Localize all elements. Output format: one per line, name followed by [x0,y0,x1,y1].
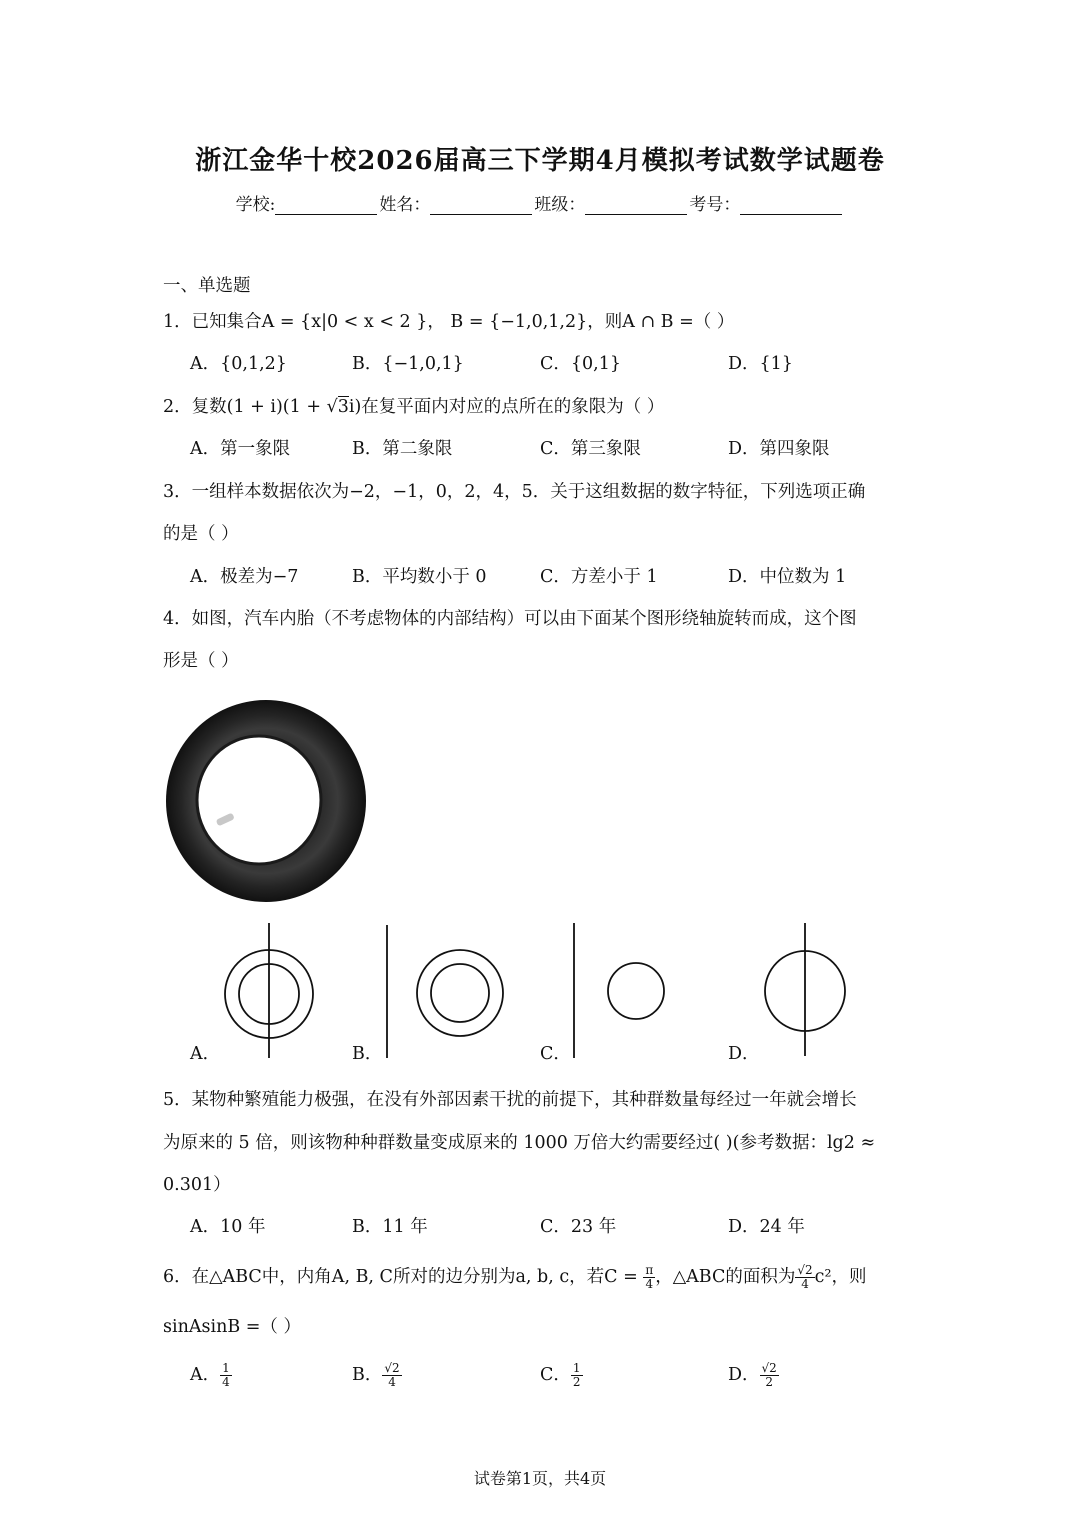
fraction-numerator: 1 [572,1361,581,1375]
q6-stem-part-b: ，△ABC的面积为 [655,1267,796,1287]
exam-number-blank[interactable] [740,196,842,215]
q1-option-d[interactable]: D．{1} [728,354,793,374]
q5-option-a[interactable]: A．10 年 [190,1217,266,1237]
q1-option-c[interactable]: C．{0,1} [540,354,621,374]
q6-stem-part-c: c²，则 [814,1267,867,1287]
q2-stem [163,395,664,419]
q6-stem-line2: sinAsinB =（ ） [163,1317,301,1337]
q6-option-c-fraction [571,1362,583,1389]
q5-option-c[interactable]: C．23 年 [540,1217,617,1237]
fraction-denominator: 4 [222,1375,230,1389]
q6-option-a[interactable] [190,1362,232,1389]
q6-option-a-label: A． [190,1365,221,1385]
class-label: 班级： [534,195,586,215]
q6-stem-line1 [163,1264,866,1291]
q5-option-b[interactable]: B．11 年 [352,1217,428,1237]
q6-area-denominator: 4 [801,1277,809,1291]
q6-option-d[interactable] [728,1362,779,1389]
q5-option-d[interactable]: D．24 年 [728,1217,805,1237]
q2-stem-part-a: 2．复数(1 + i)(1 + [163,397,327,417]
fraction-numerator: √2 [761,1361,777,1375]
figure-a-icon [225,923,313,1058]
q4-option-a[interactable]: A． [190,1044,221,1064]
school-blank[interactable] [275,196,377,215]
fraction-denominator: 4 [388,1375,396,1389]
page-footer: 试卷第1页，共4页 [473,1469,607,1488]
q6-option-d-fraction [760,1362,779,1389]
q5-stem-line1: 5．某物种繁殖能力极强，在没有外部因素干扰的前提下，其种群数量每经过一年就会增长 [163,1090,857,1110]
page-title: 浙江金华十校2026届高三下学期4月模拟考试数学试题卷 [195,146,885,176]
name-label: 姓名： [379,195,431,215]
q3-option-c[interactable]: C．方差小于 1 [540,567,658,587]
q6-angle-fraction [643,1264,655,1291]
q4-option-c[interactable]: C． [540,1044,571,1064]
q6-angle-denominator: 4 [645,1277,654,1291]
q1-option-a[interactable]: A．{0,1,2} [190,354,287,374]
q5-stem-line3: 0.301） [163,1175,231,1195]
q2-stem-part-b: i)在复平面内对应的点所在的象限为（ ） [348,397,665,417]
q6-angle-numerator: π [645,1263,654,1277]
name-blank[interactable] [430,196,532,215]
q3-stem-line2: 的是（ ） [163,524,239,544]
exam-number-label: 考号： [689,195,741,215]
q6-option-b-fraction [382,1362,401,1389]
q6-area-numerator: √2 [797,1263,813,1277]
q3-option-d[interactable]: D．中位数为 1 [728,567,847,587]
figure-d-icon [765,923,845,1056]
q1-option-b[interactable]: B．{−1,0,1} [352,354,464,374]
sqrt-symbol: √ [326,397,338,417]
q6-option-b[interactable] [352,1362,402,1389]
q3-option-a[interactable]: A．极差为−7 [190,567,299,587]
fraction-numerator: √2 [384,1361,400,1375]
q6-option-b-label: B． [352,1365,383,1385]
fraction-denominator: 2 [765,1375,773,1389]
inner-tube-image [163,698,369,904]
figure-b-icon [387,925,503,1058]
fraction-numerator: 1 [222,1361,230,1375]
q4-option-b[interactable]: B． [352,1044,383,1064]
q2-option-a[interactable]: A．第一象限 [190,439,291,459]
q4-figures [163,920,883,1065]
q6-stem-part-a: 6．在△ABC中，内角A, B, C所对的边分别为a, b, c，若C = [163,1267,644,1287]
fraction-denominator: 2 [572,1375,581,1389]
q6-option-a-fraction [220,1362,232,1389]
q6-option-d-label: D． [728,1365,760,1385]
q2-sqrt-radicand: 3 [337,397,349,417]
figure-c-icon [574,923,664,1058]
q6-area-fraction [795,1264,814,1291]
student-info-row [0,190,1080,215]
q1-stem: 1．已知集合A = {x|0 < x < 2 }， B = {−1,0,1,2}，则A ∩ B =（ ） [163,312,735,332]
q6-option-c-label: C． [540,1365,571,1385]
q3-stem-line1: 3．一组样本数据依次为−2，−1，0，2，4，5．关于这组数据的数字特征，下列选项正确 [163,482,866,502]
section-heading: 一、单选题 [163,276,251,296]
school-label: 学校: [235,195,276,215]
q2-option-c[interactable]: C．第三象限 [540,439,641,459]
q5-stem-line2: 为原来的 5 倍，则该物种种群数量变成原来的 1000 万倍大约需要经过( )(参考数据：lg2 ≈ [163,1133,876,1153]
q2-option-b[interactable]: B．第二象限 [352,439,453,459]
q4-option-d[interactable]: D． [728,1044,760,1064]
q4-stem-line1: 4．如图，汽车内胎（不考虑物体的内部结构）可以由下面某个图形绕轴旋转而成，这个图 [163,609,857,629]
q4-stem-line2: 形是（ ） [163,651,239,671]
q6-option-c[interactable] [540,1362,583,1389]
class-blank[interactable] [585,196,687,215]
q2-option-d[interactable]: D．第四象限 [728,439,830,459]
q3-option-b[interactable]: B．平均数小于 0 [352,567,487,587]
